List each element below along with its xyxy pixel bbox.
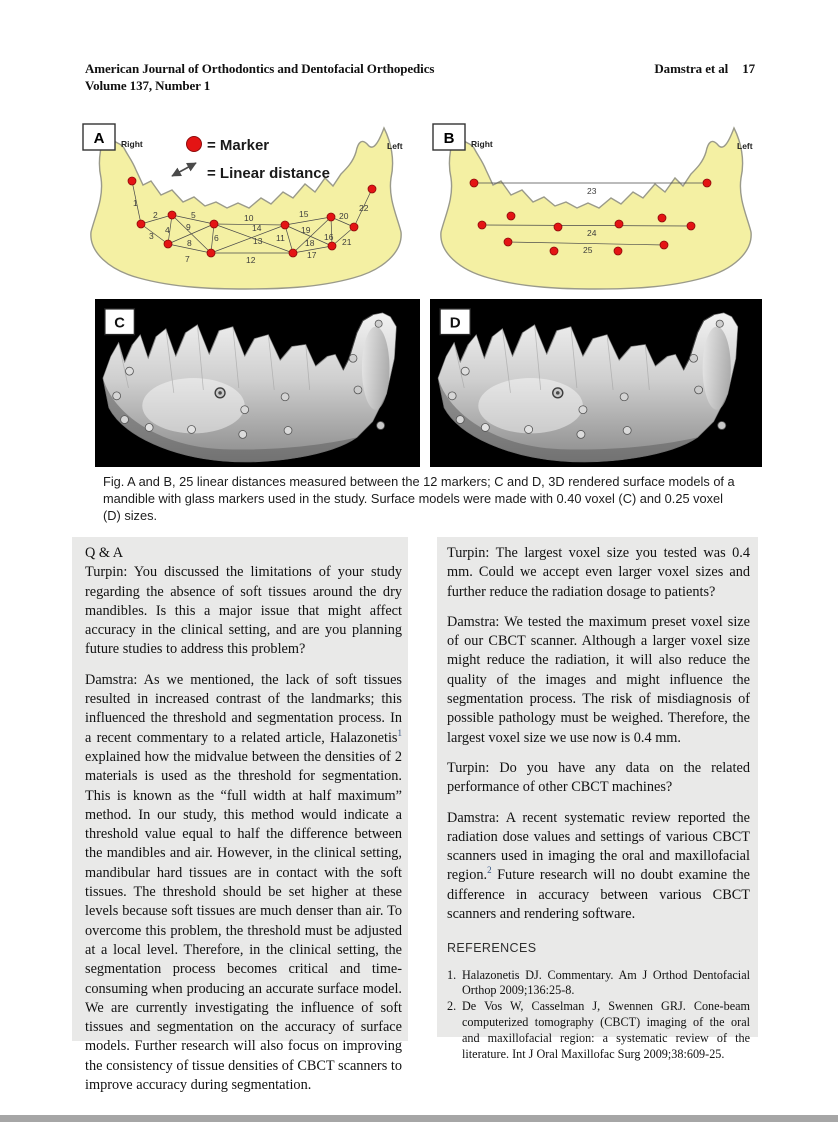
qa-answer-1-text: explained how the midvalue between the densities of 2 materials is used as the threshold for segmentation. This is known as the “full width at half maximum” method. In our study, this method would indicate a threshold value equal to half the difference between the mandibles and air. However, in the clinical setting, mandibular hard tissues are in contact with the soft tissues. The threshold should be set higher at these levels because soft tissues are much denser than air. To overcome this problem, the threshold must be adjusted at a local level. Therefore, in the clinical setting, the segmentation process becomes critical and time-consuming when producing an accurate surface model. We are currently investigating the influence of soft tissues and segmentation on the accuracy of surface models. Further research will also focus on improving the consistency of tissue densities of CBCT scanners to improve accuracy during segmentation. <box>85 748 402 1094</box>
distance-label: 24 <box>587 228 597 238</box>
qa-question-3: Turpin: Do you have any data on the related performance of other CBCT machines? <box>447 759 750 796</box>
distance-label: 11 <box>276 233 285 243</box>
reference-text: De Vos W, Casselman J, Swennen GRJ. Cone-beam computerized tomography (CBCT) imaging of the oral and maxillofacial region: a systematic review of the literature. Int J Oral Maxillofac Surg 2009;38:609-25. <box>462 999 750 1061</box>
qa-answer-1 <box>85 671 402 1096</box>
distance-label: 22 <box>359 203 369 213</box>
legend-marker-label: = Marker <box>207 137 270 154</box>
distance-label: 14 <box>252 223 262 233</box>
page-header <box>85 60 755 94</box>
qa-question-1: Turpin: You discussed the limitations of your study regarding the absence of soft tissues around the dry mandibles. Is this a major issue that might affect accuracy in the clinical setting, and are you planning future studies to address this problem? <box>85 564 402 658</box>
page-number: 17 <box>742 61 755 76</box>
distance-label: 21 <box>342 237 352 247</box>
distance-label: 3 <box>149 231 154 241</box>
distance-label: 12 <box>246 255 256 265</box>
qa-answer-3 <box>447 809 750 925</box>
qa-heading: Q & A <box>85 545 124 561</box>
figure-panel-c <box>95 299 420 467</box>
qa-answer-1-text: Damstra: As we mentioned, the lack of soft tissues resulted in increased contrast of the landmarks; this influenced the threshold and segmentation process. In a recent commentary to a related article, Halazonetis <box>85 671 402 746</box>
page-bottom-edge <box>0 1115 838 1122</box>
distance-label: 4 <box>165 225 170 235</box>
qa-answer-3-text: Future research will no doubt examine the difference in accuracy between various CBCT scanners and rendering software. <box>447 867 750 923</box>
distance-label: 19 <box>301 225 311 235</box>
figure-panel-d <box>430 299 762 467</box>
side-label-left: Left <box>737 141 753 151</box>
qa-column-right <box>437 537 758 1061</box>
figure-panel-b <box>425 118 767 290</box>
journal-title-block <box>85 60 434 94</box>
side-label-right: Right <box>121 139 143 149</box>
legend-marker-icon <box>187 137 202 152</box>
journal-title: American Journal of Orthodontics and Dentofacial Orthopedics <box>85 61 435 76</box>
running-head-authors: Damstra et al <box>654 61 729 76</box>
references-list <box>447 968 750 1063</box>
distance-label: 18 <box>305 238 315 248</box>
reference-superscript-2[interactable]: 2 <box>487 865 492 876</box>
distance-label: 13 <box>253 236 263 246</box>
qa-answer-2: Damstra: We tested the maximum preset voxel size of our CBCT scanner. Although a larger voxel size might reduce the radiation, it will also reduce the quality of the images and might influence the segmentation process. The risk of misdiagnosis of possible pathology must be weighed. Therefore, the largest voxel size we use now is 0.4 mm. <box>447 613 750 746</box>
panel-letter: C <box>114 315 125 332</box>
reference-superscript-1[interactable]: 1 <box>397 727 402 738</box>
distance-label: 1 <box>133 198 138 208</box>
panel-letter: B <box>443 130 455 147</box>
legend-distance-label: = Linear distance <box>207 165 330 182</box>
qa-question-2: Turpin: The largest voxel size you tested was 0.4 mm. Could we accept even larger voxel sizes and further reduce the radiation dosage to patients? <box>447 545 750 600</box>
running-head <box>654 60 755 94</box>
references-heading: REFERENCES <box>447 941 537 956</box>
figure-panel-a <box>75 118 417 290</box>
distance-label: 10 <box>244 213 254 223</box>
distance-label: 15 <box>299 209 309 219</box>
figure-caption: Fig. A and B, 25 linear distances measured between the 12 markers; C and D, 3D rendered surface models of a mandible with glass markers used in the study. Surface models were made with 0.40 voxel (C) and 0.25 voxel (D) sizes. <box>103 474 735 523</box>
distance-label: 16 <box>324 232 334 242</box>
distance-label: 2 <box>153 210 158 220</box>
reference-text: Halazonetis DJ. Commentary. Am J Orthod Dentofacial Orthop 2009;136:25-8. <box>462 967 750 998</box>
reference-item <box>447 999 750 1062</box>
reference-number: 1. <box>447 967 457 982</box>
side-label-left: Left <box>387 141 403 151</box>
side-label-right: Right <box>471 139 493 149</box>
distance-label: 20 <box>339 211 349 221</box>
qa-answer-3-text: Damstra: A recent systematic review reported the radiation dose values and settings of various CBCT scanners used in imaging the oral and maxillofacial region. <box>447 809 750 884</box>
distance-label: 7 <box>185 254 190 264</box>
distance-label: 5 <box>191 210 196 220</box>
reference-number: 2. <box>447 999 457 1014</box>
panel-letter: D <box>449 314 461 332</box>
reference-item <box>447 968 750 1000</box>
distance-label: 6 <box>214 233 219 243</box>
distance-label: 23 <box>587 186 597 196</box>
distance-label: 17 <box>307 250 317 260</box>
panel-letter: A <box>93 130 105 147</box>
distance-label: 8 <box>187 238 192 248</box>
legend-arrow-icon <box>172 163 196 176</box>
distance-label: 25 <box>583 245 593 255</box>
journal-volume: Volume 137, Number 1 <box>85 78 211 93</box>
distance-label: 9 <box>186 222 191 232</box>
qa-column-left <box>72 537 408 1094</box>
